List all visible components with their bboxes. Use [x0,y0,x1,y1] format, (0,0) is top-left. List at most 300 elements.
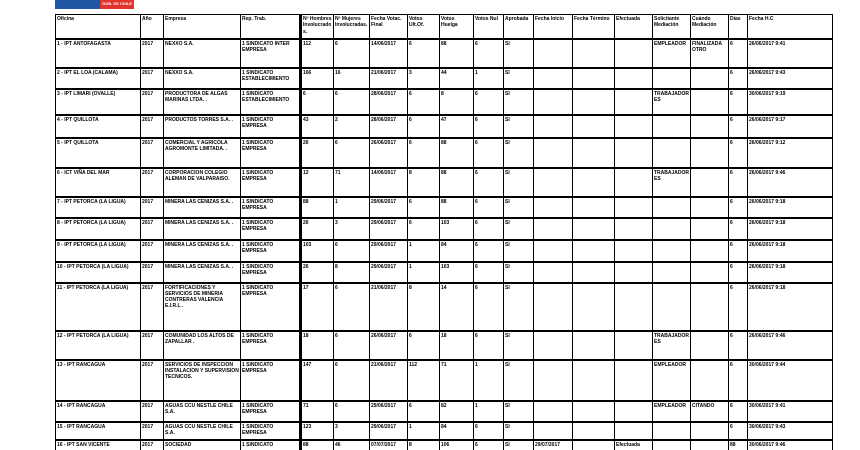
col-header-efectuada: Efectuada [615,15,653,39]
cell-fecha-hc: 26/06/2017 9:18 [748,218,833,240]
cell-fecha-inicio [534,360,573,401]
cell-aprobada: SI [504,68,534,89]
cell-votos-ultima-oferta: 6 [408,331,440,360]
cell-cuando-mediacion [691,68,729,89]
cell-aprobada: SI [504,283,534,331]
cell-votos-nulos: 6 [474,115,504,138]
table-row [56,262,833,283]
cell-empresa: NEXXO S.A. [164,68,241,89]
cell-dias: 6 [729,39,748,68]
cell-fecha-inicio [534,401,573,422]
cell-aprobada: SI [504,331,534,360]
cell-ano: 2017 [141,240,164,262]
cell-dias: 6 [729,138,748,168]
cell-votos-nulos: 6 [474,218,504,240]
table-row [56,240,833,262]
cell-aprobada: SI [504,401,534,422]
cell-votos-nulos: 6 [474,283,504,331]
col-header-fecha-hc: Fecha H.C [748,15,833,39]
cell-hombres-involucrados: 6 [301,89,334,115]
cell-fecha-hc: 26/06/2017 9:46 [748,168,833,197]
cell-votos-huelga: 71 [440,360,474,401]
cell-oficina: 8 - IPT PETORCA (LA LIGUA) [56,218,141,240]
cell-empresa: COMERCIAL Y AGRICOLA AGROMONTE LIMITADA. . [164,138,241,168]
cell-fecha-hc: 26/06/2017 9:41 [748,39,833,68]
cell-votos-ultima-oferta: 8 [408,168,440,197]
cell-rep-trab: 1 SINDICATO EMPRESA [241,168,301,197]
cell-empresa: PRODUCTORA DE ALGAS MARINAS LTDA. . [164,89,241,115]
cell-votos-ultima-oferta: 6 [408,89,440,115]
table-row [56,68,833,89]
cell-votos-ultima-oferta: 1 [408,240,440,262]
cell-oficina: 5 - IPT QUILLOTA [56,138,141,168]
cell-aprobada: SI [504,89,534,115]
cell-dias: 6 [729,283,748,331]
table-row [56,89,833,115]
logo-blue-segment [55,0,100,9]
cell-oficina: 2 - IPT EL LOA (CALAMA) [56,68,141,89]
cell-fecha-hc: 26/06/2017 9:18 [748,262,833,283]
cell-votos-huelga: 8 [440,89,474,115]
cell-hombres-involucrados: 147 [301,360,334,401]
cell-solicitante-mediacion [653,218,691,240]
cell-mujeres-involucradas: 3 [334,218,370,240]
cell-ano: 2017 [141,218,164,240]
cell-fecha-votacion-final: 21/06/2017 [370,68,408,89]
cell-fecha-hc: 30/06/2017 9:46 [748,440,833,450]
col-header-dias: Días [729,15,748,39]
cell-efectuada [615,39,653,68]
cell-rep-trab: 1 SINDICATO [241,440,301,450]
cell-efectuada [615,89,653,115]
cell-fecha-termino [573,39,615,68]
cell-fecha-hc: 26/06/2017 9:12 [748,138,833,168]
cell-hombres-involucrados: 43 [301,115,334,138]
table-row [56,138,833,168]
cell-rep-trab: 1 SINDICATO EMPRESA [241,360,301,401]
cell-ano: 2017 [141,440,164,450]
cell-votos-nulos: 6 [474,39,504,68]
cell-oficina: 10 - IPT PETORCA (LA LIGUA) [56,262,141,283]
cell-ano: 2017 [141,422,164,440]
cell-fecha-votacion-final: 29/06/2017 [370,240,408,262]
cell-efectuada [615,401,653,422]
table-row [56,360,833,401]
cell-oficina: 6 - ICT VIÑA DEL MAR [56,168,141,197]
cell-ano: 2017 [141,138,164,168]
cell-votos-ultima-oferta: 6 [408,401,440,422]
cell-empresa: MINERA LAS CENIZAS S.A. . [164,218,241,240]
cell-votos-ultima-oferta: 6 [408,197,440,218]
cell-votos-nulos: 6 [474,138,504,168]
cell-empresa: SOCIEDAD [164,440,241,450]
cell-dias: 6 [729,68,748,89]
col-header-solicitante-mediacion: Solicitante Mediación [653,15,691,39]
cell-dias: 6 [729,168,748,197]
cell-aprobada: SI [504,39,534,68]
cell-fecha-termino [573,240,615,262]
cell-empresa: PRODUCTOS TORRES S.A. . [164,115,241,138]
cell-efectuada: Efectuada [615,440,653,450]
cell-votos-ultima-oferta: 8 [408,283,440,331]
cell-fecha-hc: 26/06/2017 9:18 [748,283,833,331]
cell-ano: 2017 [141,68,164,89]
cell-fecha-votacion-final: 28/06/2017 [370,115,408,138]
col-header-oficina: Oficina [56,15,141,39]
cell-solicitante-mediacion [653,197,691,218]
cell-oficina: 4 - IPT QUILLOTA [56,115,141,138]
cell-cuando-mediacion [691,89,729,115]
cell-fecha-termino [573,68,615,89]
cell-oficina: 11 - IPT PETORCA (LA LIGUA) [56,283,141,331]
cell-hombres-involucrados: 17 [301,283,334,331]
cell-votos-huelga: 82 [440,401,474,422]
table-row [56,197,833,218]
cell-solicitante-mediacion: TRABAJADORES [653,168,691,197]
cell-fecha-votacion-final: 29/06/2017 [370,197,408,218]
cell-efectuada [615,138,653,168]
cell-hombres-involucrados: 88 [301,197,334,218]
cell-votos-huelga: 103 [440,262,474,283]
cell-ano: 2017 [141,401,164,422]
logo-red-segment: GOB. DE CHILE [100,0,134,9]
cell-fecha-termino [573,401,615,422]
cell-mujeres-involucradas: 6 [334,331,370,360]
cell-fecha-hc: 30/06/2017 9:44 [748,360,833,401]
cell-ano: 2017 [141,197,164,218]
cell-dias: 6 [729,422,748,440]
cell-rep-trab: 1 SINDICATO EMPRESA [241,401,301,422]
cell-fecha-hc: 30/06/2017 9:43 [748,422,833,440]
cell-cuando-mediacion [691,422,729,440]
table-row [56,168,833,197]
cell-cuando-mediacion [691,197,729,218]
cell-votos-huelga: 103 [440,218,474,240]
cell-efectuada [615,422,653,440]
cell-cuando-mediacion [691,138,729,168]
cell-empresa: COMUNIDAD LOS ALTOS DE ZAPALLAR . [164,331,241,360]
cell-hombres-involucrados: 88 [301,440,334,450]
cell-efectuada [615,240,653,262]
cell-fecha-votacion-final: 29/06/2017 [370,262,408,283]
cell-votos-huelga: 88 [440,39,474,68]
cell-votos-nulos: 6 [474,331,504,360]
table-row [56,218,833,240]
cell-mujeres-involucradas: 3 [334,422,370,440]
cell-fecha-votacion-final: 07/07/2017 [370,440,408,450]
cell-efectuada [615,283,653,331]
cell-cuando-mediacion [691,440,729,450]
col-header-aprobada: Aprobada [504,15,534,39]
cell-empresa: AGUAS CCU NESTLE CHILE S.A. [164,401,241,422]
cell-cuando-mediacion [691,168,729,197]
cell-rep-trab: 1 SINDICATO EMPRESA [241,138,301,168]
cell-ano: 2017 [141,168,164,197]
table-row [56,115,833,138]
cell-fecha-termino [573,115,615,138]
cell-efectuada [615,360,653,401]
cell-cuando-mediacion [691,360,729,401]
cell-votos-nulos: 6 [474,240,504,262]
cell-votos-nulos: 6 [474,168,504,197]
cell-dias: 6 [729,262,748,283]
table-row [56,283,833,331]
cell-fecha-inicio [534,115,573,138]
cell-oficina: 14 - IPT RANCAGUA [56,401,141,422]
cell-fecha-inicio [534,218,573,240]
cell-votos-nulos: 6 [474,440,504,450]
cell-rep-trab: 1 SINDICATO EMPRESA [241,240,301,262]
cell-dias: 6 [729,331,748,360]
cell-fecha-votacion-final: 26/06/2017 [370,138,408,168]
cell-oficina: 7 - IPT PETORCA (LA LIGUA) [56,197,141,218]
cell-fecha-hc: 26/06/2017 9:18 [748,197,833,218]
cell-empresa: NEXXO S.A. [164,39,241,68]
cell-rep-trab: 1 SINDICATO EMPRESA [241,422,301,440]
cell-empresa: MINERA LAS CENIZAS S.A. . [164,262,241,283]
cell-efectuada [615,262,653,283]
cell-mujeres-involucradas: 6 [334,240,370,262]
cell-cuando-mediacion [691,331,729,360]
cell-votos-ultima-oferta: 6 [408,218,440,240]
col-header-cuando-mediacion: Cuándo Mediación [691,15,729,39]
cell-fecha-termino [573,197,615,218]
cell-fecha-inicio [534,197,573,218]
cell-mujeres-involucradas: 6 [334,360,370,401]
col-header-votos-huelga: Votos Huelga [440,15,474,39]
cell-mujeres-involucradas: 1 [334,197,370,218]
cell-dias: 6 [729,240,748,262]
cell-dias: 6 [729,115,748,138]
cell-votos-huelga: 106 [440,440,474,450]
cell-solicitante-mediacion: EMPLEADOR [653,360,691,401]
cell-ano: 2017 [141,39,164,68]
cell-fecha-hc: 26/06/2017 9:43 [748,68,833,89]
cell-ano: 2017 [141,360,164,401]
agency-logo [55,0,134,9]
cell-fecha-hc: 26/06/2017 9:46 [748,331,833,360]
col-header-ano: Año [141,15,164,39]
cell-cuando-mediacion [691,283,729,331]
cell-efectuada [615,197,653,218]
cell-solicitante-mediacion [653,115,691,138]
cell-mujeres-involucradas: 6 [334,283,370,331]
cell-mujeres-involucradas: 8 [334,262,370,283]
cell-ano: 2017 [141,262,164,283]
cell-mujeres-involucradas: 16 [334,68,370,89]
cell-fecha-votacion-final: 26/06/2017 [370,331,408,360]
cell-votos-ultima-oferta: 6 [408,138,440,168]
cell-fecha-inicio [534,39,573,68]
cell-aprobada: SI [504,115,534,138]
cell-empresa: SERVICIOS DE INSPECCION INSTALACION Y SUPERVISION TECNICOS. [164,360,241,401]
cell-hombres-involucrados: 18 [301,331,334,360]
table-header-row [56,15,833,39]
cell-ano: 2017 [141,331,164,360]
cell-votos-nulos: 1 [474,68,504,89]
cell-dias: 6 [729,360,748,401]
cell-cuando-mediacion [691,115,729,138]
cell-aprobada: SI [504,138,534,168]
cell-aprobada: SI [504,262,534,283]
cell-oficina: 12 - IPT PETORCA (LA LIGUA) [56,331,141,360]
cell-rep-trab: 1 SINDICATO EMPRESA [241,218,301,240]
strike-mediation-table [55,14,833,450]
table-row [56,39,833,68]
cell-hombres-involucrados: 166 [301,68,334,89]
cell-votos-nulos: 6 [474,262,504,283]
cell-ano: 2017 [141,115,164,138]
cell-solicitante-mediacion [653,240,691,262]
table-row [56,401,833,422]
cell-votos-nulos: 6 [474,422,504,440]
cell-solicitante-mediacion [653,138,691,168]
cell-mujeres-involucradas: 71 [334,168,370,197]
cell-fecha-inicio [534,138,573,168]
cell-cuando-mediacion: FINALIZADA OTRO [691,39,729,68]
cell-fecha-termino [573,168,615,197]
cell-fecha-inicio: 29/07/2017 [534,440,573,450]
cell-fecha-termino [573,360,615,401]
cell-oficina: 3 - IPT LIMARI (OVALLE) [56,89,141,115]
cell-aprobada: SI [504,360,534,401]
cell-fecha-inicio [534,262,573,283]
cell-votos-ultima-oferta: 6 [408,115,440,138]
cell-fecha-termino [573,440,615,450]
cell-votos-huelga: 88 [440,168,474,197]
cell-efectuada [615,168,653,197]
cell-rep-trab: 1 SINDICATO ESTABLECIMIENTO [241,68,301,89]
col-header-votos-nulos: Votos Nul [474,15,504,39]
cell-rep-trab: 1 SINDICATO EMPRESA [241,262,301,283]
cell-hombres-involucrados: 26 [301,218,334,240]
cell-rep-trab: 1 SINDICATO EMPRESA [241,331,301,360]
cell-fecha-votacion-final: 29/06/2017 [370,218,408,240]
cell-hombres-involucrados: 26 [301,262,334,283]
cell-cuando-mediacion [691,240,729,262]
cell-votos-huelga: 44 [440,68,474,89]
cell-solicitante-mediacion: EMPLEADOR [653,401,691,422]
cell-empresa: FORTIFICACIONES Y SERVICIOS DE MINERIA CONTRERAS VALENCIA E.I.R.L . [164,283,241,331]
col-header-fecha-termino: Fecha Término [573,15,615,39]
cell-fecha-inicio [534,89,573,115]
cell-hombres-involucrados: 71 [301,401,334,422]
cell-fecha-hc: 26/06/2017 9:17 [748,115,833,138]
cell-fecha-inicio [534,283,573,331]
cell-fecha-termino [573,262,615,283]
cell-votos-ultima-oferta: 3 [408,68,440,89]
cell-mujeres-involucradas: 6 [334,89,370,115]
cell-aprobada: SI [504,197,534,218]
col-header-hombres-involucrados: Nº Hombres Involucrados. [301,15,334,39]
cell-votos-ultima-oferta: 6 [408,39,440,68]
cell-empresa: MINERA LAS CENIZAS S.A. . [164,197,241,218]
cell-cuando-mediacion [691,262,729,283]
cell-fecha-termino [573,218,615,240]
col-header-empresa: Empresa [164,15,241,39]
table-row [56,331,833,360]
cell-fecha-inicio [534,168,573,197]
cell-votos-nulos: 1 [474,360,504,401]
table-row [56,422,833,440]
cell-efectuada [615,331,653,360]
cell-votos-nulos: 6 [474,197,504,218]
cell-solicitante-mediacion: TRABAJADORES [653,89,691,115]
cell-rep-trab: 1 SINDICATO INTER EMPRESA [241,39,301,68]
cell-oficina: 15 - IPT RANCAGUA [56,422,141,440]
cell-oficina: 16 - IPT SAN VICENTE [56,440,141,450]
cell-fecha-votacion-final: 29/06/2017 [370,422,408,440]
cell-fecha-termino [573,138,615,168]
cell-rep-trab: 1 SINDICATO EMPRESA [241,115,301,138]
cell-rep-trab: 1 SINDICATO EMPRESA [241,197,301,218]
cell-ano: 2017 [141,89,164,115]
cell-oficina: 13 - IPT RANCAGUA [56,360,141,401]
cell-fecha-inicio [534,331,573,360]
cell-rep-trab: 1 SINDICATO ESTABLECIMIENTO [241,89,301,115]
cell-solicitante-mediacion [653,262,691,283]
cell-fecha-termino [573,422,615,440]
cell-dias: 88 [729,440,748,450]
cell-fecha-hc: 30/06/2017 9:41 [748,401,833,422]
cell-fecha-inicio [534,240,573,262]
cell-aprobada: SI [504,440,534,450]
cell-mujeres-involucradas: 6 [334,401,370,422]
cell-votos-nulos: 1 [474,401,504,422]
cell-hombres-involucrados: 26 [301,138,334,168]
cell-mujeres-involucradas: 46 [334,440,370,450]
cell-solicitante-mediacion [653,283,691,331]
col-header-fecha-inicio: Fecha Inicio [534,15,573,39]
cell-mujeres-involucradas: 6 [334,138,370,168]
cell-votos-ultima-oferta: 112 [408,360,440,401]
cell-fecha-hc: 30/06/2017 9:19 [748,89,833,115]
cell-dias: 6 [729,89,748,115]
cell-votos-huelga: 84 [440,240,474,262]
cell-votos-huelga: 84 [440,422,474,440]
cell-empresa: CORPORACION COLEGIO ALEMAN DE VALPARAISO. [164,168,241,197]
cell-dias: 6 [729,401,748,422]
cell-votos-huelga: 88 [440,138,474,168]
cell-fecha-termino [573,283,615,331]
cell-fecha-inicio [534,422,573,440]
cell-fecha-votacion-final: 28/06/2017 [370,89,408,115]
cell-votos-huelga: 47 [440,115,474,138]
cell-ano: 2017 [141,283,164,331]
cell-aprobada: SI [504,240,534,262]
cell-hombres-involucrados: 112 [301,39,334,68]
cell-empresa: AGUAS CCU NESTLE CHILE S.A. [164,422,241,440]
cell-hombres-involucrados: 12 [301,168,334,197]
cell-aprobada: SI [504,218,534,240]
cell-fecha-inicio [534,68,573,89]
cell-votos-ultima-oferta: 1 [408,422,440,440]
cell-fecha-hc: 26/06/2017 9:18 [748,240,833,262]
cell-fecha-votacion-final: 21/06/2017 [370,283,408,331]
cell-votos-huelga: 18 [440,331,474,360]
cell-fecha-termino [573,331,615,360]
cell-mujeres-involucradas: 2 [334,115,370,138]
cell-votos-ultima-oferta: 8 [408,440,440,450]
cell-empresa: MINERA LAS CENIZAS S.A. . [164,240,241,262]
col-header-mujeres-involucradas: Nº Mujeres Involucradas. [334,15,370,39]
cell-mujeres-involucradas: 6 [334,39,370,68]
cell-votos-ultima-oferta: 1 [408,262,440,283]
cell-fecha-votacion-final: 14/06/2017 [370,168,408,197]
cell-solicitante-mediacion [653,440,691,450]
cell-oficina: 9 - IPT PETORCA (LA LIGUA) [56,240,141,262]
cell-solicitante-mediacion [653,422,691,440]
